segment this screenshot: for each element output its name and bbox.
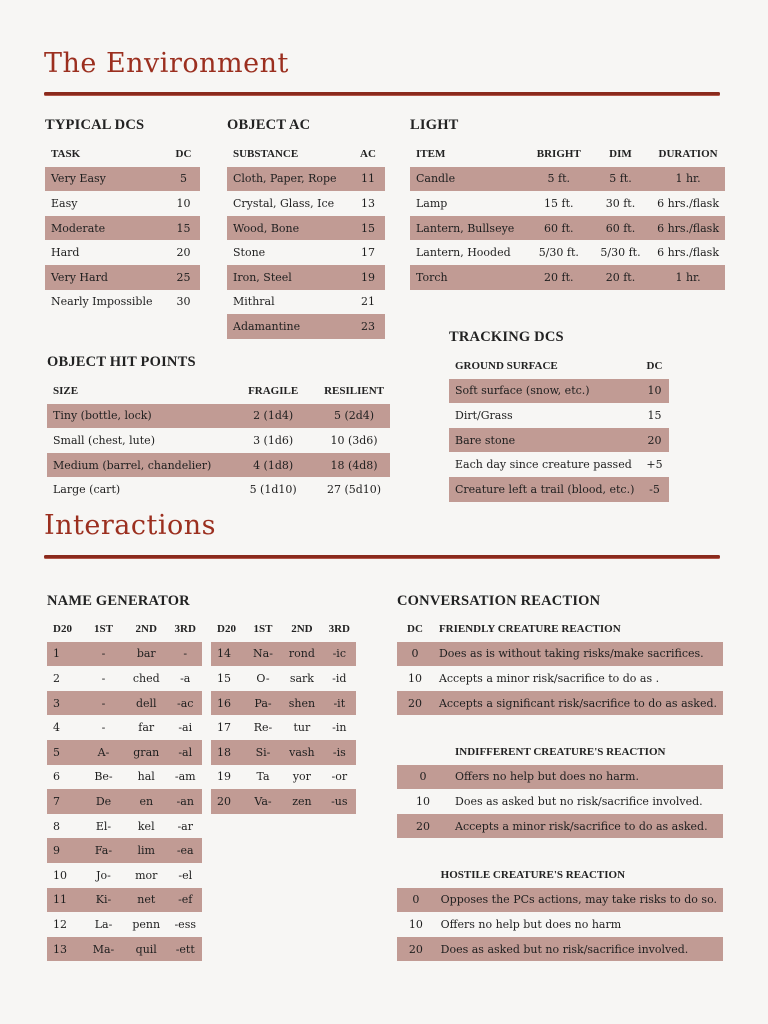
table-row [397, 814, 723, 839]
name-table-left [47, 617, 202, 961]
first-cell: El- [95, 819, 112, 833]
second-cell: quil [124, 937, 168, 962]
second-cell: vash [281, 740, 322, 765]
first-cell: Va- [245, 789, 281, 814]
dim-cell: 30 ft. [605, 196, 636, 210]
first-cell: Fa- [83, 838, 124, 863]
second-cell: en [124, 789, 168, 814]
table-row [410, 191, 725, 216]
table-row [47, 477, 390, 502]
conversation-title: CONVERSATION REACTION [397, 593, 601, 609]
third-cell: -el [178, 868, 193, 882]
col-header: 3RD [174, 623, 196, 636]
dc-cell: 10 [640, 379, 668, 404]
dc-cell: 20 [397, 937, 435, 962]
d20-cell: 15 [217, 671, 231, 685]
col-header: DC [407, 623, 423, 636]
dc-cell: +5 [646, 458, 663, 472]
third-cell: -al [168, 740, 202, 765]
table-row [410, 240, 725, 265]
table-row [47, 937, 202, 962]
d20-cell: 3 [47, 691, 83, 716]
friendly-group [397, 617, 723, 715]
tracking-table [449, 354, 669, 502]
table-row [227, 216, 385, 241]
item-cell: Lantern, Hooded [416, 246, 511, 260]
duration-cell: 6 hrs./flask [651, 216, 725, 241]
fragile-cell: 2 (1d4) [228, 404, 318, 429]
second-cell: rond [281, 642, 322, 667]
ac-cell: 15 [351, 216, 385, 241]
substance-cell: Wood, Bone [227, 216, 351, 241]
reaction-cell: Accepts a significant risk/sacrifice to do as asked. [433, 691, 723, 716]
table-row [47, 740, 202, 765]
first-cell: De [83, 789, 124, 814]
table-row [211, 715, 356, 740]
surface-cell: Soft surface (snow, etc.) [449, 379, 640, 404]
col-header: DC [175, 148, 192, 161]
second-cell: mor [135, 868, 158, 882]
interactions-heading: Interactions [44, 510, 216, 541]
col-header: RESILIENT [324, 385, 384, 398]
ac-cell: 13 [361, 196, 375, 210]
resilient-cell: 18 (4d8) [318, 453, 390, 478]
d20-cell: 16 [211, 691, 245, 716]
size-cell: Large (cart) [53, 483, 121, 497]
item-cell: Lantern, Bullseye [410, 216, 528, 241]
table-row [47, 863, 202, 888]
resilient-cell: 5 (2d4) [318, 404, 390, 429]
dc-cell: 25 [167, 265, 200, 290]
resilient-cell: 10 (3d6) [330, 433, 378, 447]
first-cell: Ta [256, 770, 270, 784]
dim-cell: 5/30 ft. [600, 246, 641, 260]
first-cell: Ma- [83, 937, 124, 962]
table-row [45, 191, 200, 216]
table-row [449, 403, 669, 428]
d20-cell: 17 [217, 721, 231, 735]
table-row [410, 216, 725, 241]
dc-cell: 20 [640, 428, 668, 453]
d20-cell: 8 [53, 819, 60, 833]
item-cell: Torch [410, 265, 528, 290]
table-row [410, 265, 725, 290]
typical-dcs-title: TYPICAL DCS [45, 117, 145, 133]
dim-cell: 60 ft. [590, 216, 651, 241]
dc-cell: 15 [647, 408, 662, 422]
table-row [211, 765, 356, 790]
bright-cell: 15 ft. [544, 196, 574, 210]
second-cell: hal [137, 770, 155, 784]
table-row [47, 404, 390, 429]
size-cell: Tiny (bottle, lock) [47, 404, 228, 429]
col-header [397, 740, 449, 765]
third-cell: -a [180, 671, 191, 685]
col-header: DIM [609, 148, 632, 161]
third-cell: -ic [323, 642, 356, 667]
second-cell: kel [137, 819, 155, 833]
dc-cell: 0 [397, 642, 433, 667]
table-row [397, 789, 723, 814]
col-header: INDIFFERENT CREATURE'S REACTION [455, 746, 666, 759]
col-header: D20 [53, 623, 72, 636]
first-cell: O- [256, 671, 270, 685]
reaction-cell: Does as asked but no risk/sacrifice involved. [435, 937, 723, 962]
col-header: 2ND [135, 623, 157, 636]
task-cell: Nearly Impossible [51, 295, 153, 309]
third-cell: -in [332, 721, 347, 735]
dc-cell: 0 [397, 888, 435, 913]
first-cell: Si- [245, 740, 281, 765]
light-table [410, 142, 725, 290]
second-cell: gran [124, 740, 168, 765]
col-header: 2ND [291, 623, 313, 636]
environment-divider [44, 92, 720, 95]
light-title: LIGHT [410, 117, 459, 133]
reaction-cell: Does as asked but no risk/sacrifice involved. [455, 794, 703, 808]
task-cell: Very Easy [45, 167, 167, 192]
name-generator-title: NAME GENERATOR [47, 593, 190, 609]
typical-dcs-section [45, 117, 200, 314]
d20-cell: 20 [211, 789, 245, 814]
name-generator-right [211, 617, 356, 814]
table-row [47, 789, 202, 814]
fragile-cell: 3 (1d6) [253, 433, 294, 447]
first-cell: Pa- [245, 691, 281, 716]
third-cell: -or [331, 770, 348, 784]
table-row [47, 428, 390, 453]
reaction-cell: Offers no help but does no harm [440, 917, 622, 931]
col-header: GROUND SURFACE [455, 360, 558, 373]
dc-cell: 10 [176, 196, 191, 210]
table-row [449, 452, 669, 477]
substance-cell: Iron, Steel [227, 265, 351, 290]
table-row [397, 666, 723, 691]
table-row [47, 888, 202, 913]
dc-cell: 0 [397, 765, 449, 790]
second-cell: penn [132, 917, 161, 931]
duration-cell: 6 hrs./flask [657, 196, 719, 210]
reaction-cell: Offers no help but does no harm. [449, 765, 723, 790]
table-row [47, 765, 202, 790]
table-row [227, 191, 385, 216]
third-cell: -ea [168, 838, 202, 863]
first-cell: - [101, 671, 106, 685]
dc-cell: 5 [167, 167, 200, 192]
object-hp-title: OBJECT HIT POINTS [47, 354, 196, 370]
tracking-section [449, 329, 669, 502]
task-cell: Easy [51, 196, 78, 210]
object-hp-section [47, 354, 390, 502]
surface-cell: Each day since creature passed [455, 458, 632, 472]
first-cell: Be- [94, 770, 113, 784]
third-cell: -us [323, 789, 356, 814]
third-cell: - [168, 642, 202, 667]
dc-cell: -5 [640, 477, 668, 502]
table-row [47, 666, 202, 691]
col-header: D20 [217, 623, 236, 636]
dim-cell: 5 ft. [590, 167, 651, 192]
third-cell: -ai [178, 721, 193, 735]
fragile-cell: 4 (1d8) [228, 453, 318, 478]
d20-cell: 6 [53, 770, 60, 784]
table-row [449, 477, 669, 502]
col-header: 3RD [328, 623, 350, 636]
col-header: SUBSTANCE [233, 148, 299, 161]
third-cell: -an [168, 789, 202, 814]
table-row [47, 691, 202, 716]
interactions-divider [44, 555, 720, 558]
name-generator-left [47, 617, 202, 961]
object-ac-section [227, 117, 385, 339]
table-row [397, 642, 723, 667]
reaction-cell: Accepts a minor risk/sacrifice to do as . [438, 671, 660, 685]
d20-cell: 14 [211, 642, 245, 667]
table-row [47, 642, 202, 667]
substance-cell: Mithral [233, 295, 275, 309]
substance-cell: Adamantine [227, 314, 351, 339]
table-row [47, 814, 202, 839]
second-cell: yor [292, 770, 311, 784]
col-header: DC [646, 360, 663, 373]
table-row [449, 428, 669, 453]
first-cell: Na- [245, 642, 281, 667]
table-row [45, 216, 200, 241]
dc-cell: 10 [407, 671, 422, 685]
table-row [211, 691, 356, 716]
ac-cell: 21 [361, 295, 375, 309]
dc-cell: 30 [176, 295, 191, 309]
d20-cell: 11 [47, 888, 83, 913]
task-cell: Moderate [45, 216, 167, 241]
ac-cell: 17 [361, 246, 375, 260]
third-cell: -it [323, 691, 356, 716]
table-row [211, 789, 356, 814]
second-cell: tur [293, 721, 311, 735]
col-header: ITEM [416, 148, 446, 161]
tracking-title: TRACKING DCS [449, 329, 564, 345]
second-cell: shen [281, 691, 322, 716]
first-cell: - [83, 691, 124, 716]
bright-cell: 5 ft. [528, 167, 590, 192]
ac-cell: 11 [351, 167, 385, 192]
table-row [45, 290, 200, 315]
indifferent-table [397, 740, 723, 838]
hostile-group [397, 863, 723, 961]
second-cell: net [124, 888, 168, 913]
table-row [449, 379, 669, 404]
bright-cell: 60 ft. [528, 216, 590, 241]
d20-cell: 1 [47, 642, 83, 667]
item-cell: Candle [410, 167, 528, 192]
friendly-table [397, 617, 723, 715]
d20-cell: 9 [47, 838, 83, 863]
table-row [397, 765, 723, 790]
col-header [397, 863, 435, 888]
first-cell: Jo- [96, 868, 111, 882]
first-cell: A- [83, 740, 124, 765]
bright-cell: 5/30 ft. [538, 246, 579, 260]
substance-cell: Crystal, Glass, Ice [233, 196, 335, 210]
col-header: SIZE [53, 385, 79, 398]
second-cell: lim [124, 838, 168, 863]
second-cell: bar [124, 642, 168, 667]
table-row [211, 666, 356, 691]
third-cell: -ess [174, 917, 196, 931]
table-row [397, 937, 723, 962]
third-cell: -ef [168, 888, 202, 913]
third-cell: -id [332, 671, 347, 685]
d20-cell: 7 [47, 789, 83, 814]
light-section [410, 117, 725, 290]
table-row [47, 453, 390, 478]
dc-cell: 15 [167, 216, 200, 241]
col-header: FRAGILE [248, 385, 299, 398]
second-cell: ched [132, 671, 160, 685]
table-row [45, 167, 200, 192]
table-row [397, 888, 723, 913]
item-cell: Lamp [416, 196, 448, 210]
third-cell: -am [174, 770, 196, 784]
second-cell: sark [289, 671, 314, 685]
size-cell: Medium (barrel, chandelier) [47, 453, 228, 478]
col-header: AC [360, 148, 376, 161]
d20-cell: 10 [53, 868, 67, 882]
table-row [47, 912, 202, 937]
col-header: HOSTILE CREATURE'S REACTION [440, 869, 626, 882]
col-header: 1ST [94, 623, 113, 636]
third-cell: -ac [168, 691, 202, 716]
dc-cell: 20 [176, 246, 191, 260]
name-generator-section [47, 593, 190, 618]
table-row [227, 314, 385, 339]
table-row [45, 240, 200, 265]
third-cell: -ett [168, 937, 202, 962]
table-row [47, 715, 202, 740]
reaction-cell: Does as is without taking risks/make sacrifices. [433, 642, 723, 667]
surface-cell: Creature left a trail (blood, etc.) [449, 477, 640, 502]
col-header: DURATION [658, 148, 718, 161]
bright-cell: 20 ft. [528, 265, 590, 290]
table-row [227, 265, 385, 290]
first-cell: La- [94, 917, 113, 931]
d20-cell: 4 [53, 721, 60, 735]
resilient-cell: 27 (5d10) [326, 483, 382, 497]
d20-cell: 13 [47, 937, 83, 962]
first-cell: - [83, 642, 124, 667]
surface-cell: Bare stone [449, 428, 640, 453]
d20-cell: 12 [53, 917, 67, 931]
d20-cell: 18 [211, 740, 245, 765]
typical-dcs-table [45, 142, 200, 314]
duration-cell: 6 hrs./flask [657, 246, 719, 260]
d20-cell: 5 [47, 740, 83, 765]
d20-cell: 2 [53, 671, 60, 685]
ac-cell: 23 [351, 314, 385, 339]
table-row [410, 167, 725, 192]
first-cell: Ki- [83, 888, 124, 913]
col-header: BRIGHT [536, 148, 581, 161]
task-cell: Very Hard [45, 265, 167, 290]
substance-cell: Stone [233, 246, 266, 260]
object-ac-title: OBJECT AC [227, 117, 311, 133]
name-table-right [211, 617, 356, 814]
ac-cell: 19 [351, 265, 385, 290]
substance-cell: Cloth, Paper, Rope [227, 167, 351, 192]
table-row [227, 240, 385, 265]
indifferent-group [397, 740, 723, 838]
col-header: TASK [51, 148, 81, 161]
table-row [227, 167, 385, 192]
dc-cell: 10 [416, 794, 430, 808]
table-row [397, 912, 723, 937]
dc-cell: 20 [397, 814, 449, 839]
table-row [211, 642, 356, 667]
task-cell: Hard [51, 246, 80, 260]
size-cell: Small (chest, lute) [53, 433, 155, 447]
second-cell: far [138, 721, 155, 735]
second-cell: zen [281, 789, 322, 814]
col-header: 1ST [253, 623, 273, 636]
dim-cell: 20 ft. [590, 265, 651, 290]
object-ac-table [227, 142, 385, 339]
surface-cell: Dirt/Grass [455, 408, 513, 422]
dc-cell: 20 [397, 691, 433, 716]
hostile-table [397, 863, 723, 961]
duration-cell: 1 hr. [651, 167, 725, 192]
first-cell: - [101, 721, 106, 735]
third-cell: -is [323, 740, 356, 765]
reaction-cell: Accepts a minor risk/sacrifice to do as asked. [449, 814, 723, 839]
table-row [397, 691, 723, 716]
duration-cell: 1 hr. [651, 265, 725, 290]
table-row [45, 265, 200, 290]
reaction-cell: Opposes the PCs actions, may take risks to do so. [435, 888, 723, 913]
object-hp-table [47, 379, 390, 502]
environment-heading: The Environment [44, 48, 289, 79]
table-row [47, 838, 202, 863]
col-header: FRIENDLY CREATURE REACTION [438, 623, 621, 636]
table-row [211, 740, 356, 765]
dc-cell: 10 [408, 917, 423, 931]
fragile-cell: 5 (1d10) [249, 483, 297, 497]
third-cell: -ar [177, 819, 193, 833]
second-cell: dell [124, 691, 168, 716]
d20-cell: 19 [217, 770, 231, 784]
first-cell: Re- [253, 721, 273, 735]
table-row [227, 290, 385, 315]
conversation-section [397, 593, 600, 610]
